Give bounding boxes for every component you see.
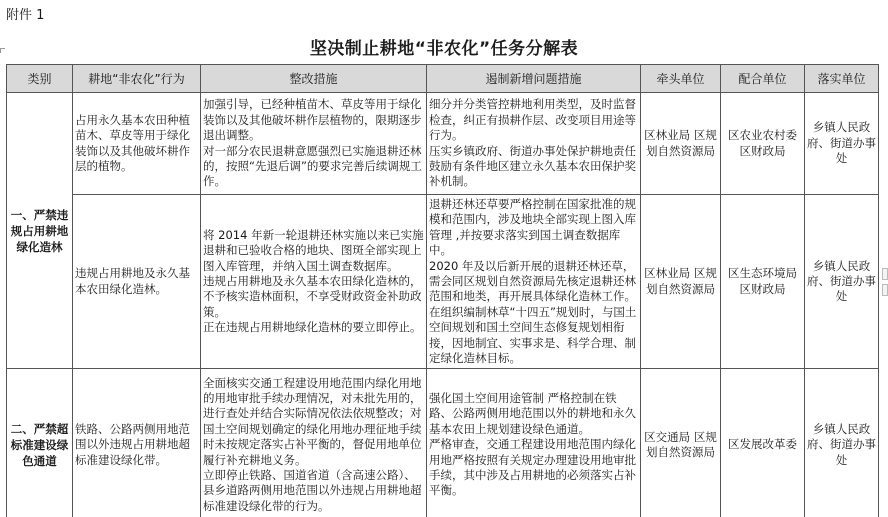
behavior-cell: 铁路、公路两侧用地范围以外违规占用耕地超标准建设绿化带。 — [73, 369, 201, 517]
rectification-paragraph: 正在违规占用耕地绿化造林的要立即停止。 — [203, 320, 422, 335]
header-lead-unit: 牵头单位 — [641, 65, 721, 93]
cooperating-unit-cell: 区农业农村委 区财政局 — [721, 93, 805, 195]
prevention-cell — [427, 93, 641, 195]
prevention-paragraph: 在组织编制林草“十四五”规划时，与国土空间规划和国土空间生态修复规划相衔接，因地制宜、实事求是、科学合理、制定绿化造林目标。 — [429, 304, 637, 366]
rectification-cell — [201, 369, 427, 517]
rectification-paragraph: 违规占用耕地及永久基本农田绿化造林的，不予核实造林面积，不享受财政资金补助政策。 — [203, 274, 422, 319]
table-row — [7, 93, 879, 195]
lead-unit-cell: 区林业局 区规划自然资源局 — [641, 93, 721, 195]
prevention-paragraph: 严格审查，交通工程建设用地范围内绿化用地严格按照有关规定办理建设用地审批手续，其中涉及占用耕地的必须落实占补平衡。 — [429, 437, 636, 498]
scroll-edge-marker — [882, 284, 888, 296]
attachment-label: 附件 1 — [6, 8, 45, 23]
page-title: 坚决制止耕地“非农化”任务分解表 — [309, 39, 579, 59]
category-cell: 二、严禁超标准建设绿色通道 — [7, 369, 73, 517]
table-row — [7, 195, 879, 369]
lead-unit-cell: 区林业局 区规划自然资源局 — [641, 195, 721, 369]
implementing-unit-cell: 乡镇人民政府、街道办事处 — [805, 369, 879, 517]
task-table — [6, 64, 879, 517]
prevention-paragraph: 2020 年及以后新开展的退耕还林还草，需会同区规划自然资源局先核定退耕还林范围和地类，再开展具体绿化造林工作。 — [429, 258, 636, 304]
rectification-cell — [201, 195, 427, 369]
prevention-cell — [427, 369, 641, 517]
behavior-cell: 违规占用耕地及永久基本农田绿化造林。 — [73, 195, 201, 369]
rectification-paragraph: 立即停止铁路、国道省道（含高速公路）、县乡道路两侧用地范围以外违规占用耕地超标准建设绿化带的行为。 — [203, 468, 422, 513]
cooperating-unit-cell: 区发展改革委 — [721, 369, 805, 517]
prevention-paragraph: 强化国土空间用途管制 严格控制在铁路、公路两侧用地范围以外的耕地和永久基本农田上规划建设绿色通道。 — [429, 391, 636, 436]
prevention-cell — [427, 195, 641, 369]
header-category: 类别 — [7, 65, 73, 93]
header-rectification: 整改措施 — [201, 65, 427, 93]
cooperating-unit-cell: 区生态环境局 区财政局 — [721, 195, 805, 369]
rectification-cell — [201, 93, 427, 195]
rectification-paragraph: 对一部分农民退耕意愿强烈已实施退耕还林的，按照“先退后调”的要求完善后续调规工作。 — [203, 143, 422, 189]
prevention-paragraph: 细分并分类管控耕地利用类型，及时监督检查，纠正有损耕作层、改变项目用途等行为。 — [429, 97, 636, 143]
header-implementing-unit: 落实单位 — [805, 65, 879, 93]
rectification-paragraph: 加强引导，已经种植苗木、草皮等用于绿化装饰以及其他破坏耕作层植物的，限期逐步退出调整。 — [203, 97, 422, 143]
table-header-row — [7, 65, 879, 93]
header-cooperating-unit: 配合单位 — [721, 65, 805, 93]
implementing-unit-cell: 乡镇人民政府、街道办事处 — [805, 93, 879, 195]
lead-unit-cell: 区交通局 区规划自然资源局 — [641, 369, 721, 517]
header-behavior: 耕地“非农化”行为 — [73, 65, 201, 93]
rectification-paragraph: 将 2014 年新一轮退耕还林实施以来已实施退耕和已验收合格的地块、图斑全部实现上图入库管理，并纳入国土调查数据库。 — [203, 227, 424, 273]
behavior-cell: 占用永久基本农田种植苗木、草皮等用于绿化装饰以及其他破坏耕作层的植物。 — [73, 93, 201, 195]
prevention-paragraph: 退耕还林还草要严格控制在国家批准的规模和范围内，涉及地块全部实现上图入库管理 ,并按要求落实到国土调查数据库中。 — [429, 197, 636, 258]
category-cell: 一、严禁违规占用耕地绿化造林 — [7, 93, 73, 369]
table-row — [7, 369, 879, 517]
implementing-unit-cell: 乡镇人民政府、街道办事处 — [805, 195, 879, 369]
rectification-paragraph: 全面核实交通工程建设用地范围内绿化用地的用地审批手续办理情况，对未批先用的，进行查处并结合实际情况依法依规整改；对国土空间规划确定的绿化用地办理征地手续时未按规定落实占补平衡的，督促用地单位履行补充耕地义务。 — [203, 375, 422, 467]
scroll-edge-marker — [882, 268, 888, 280]
prevention-paragraph: 压实乡镇政府、街道办事处保护耕地责任鼓励有条件地区建立永久基本农田保护奖补机制。 — [429, 143, 636, 189]
header-prevention: 遏制新增问题措施 — [427, 65, 641, 93]
